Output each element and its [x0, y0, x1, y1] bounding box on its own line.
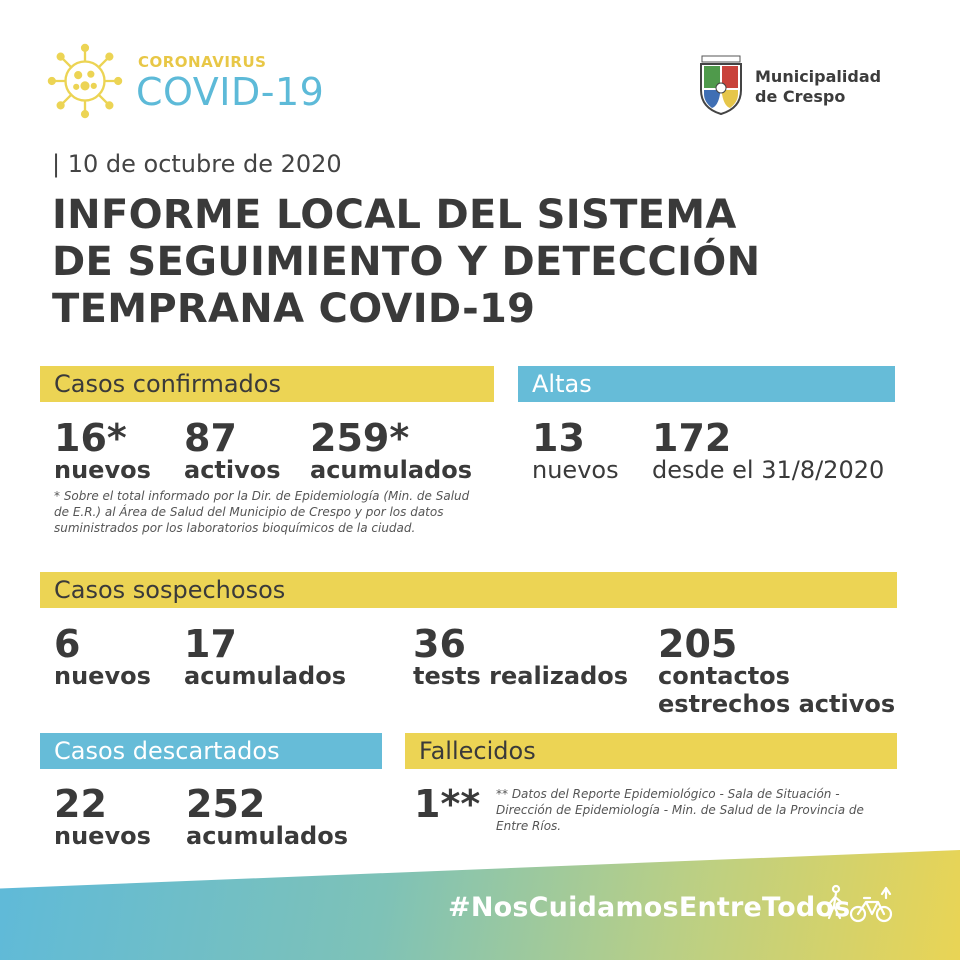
report-title-line: TEMPRANA COVID-19 [52, 286, 536, 332]
fallecidos-value: 1** [414, 782, 481, 826]
sospechosos-tests-value: 36 [413, 622, 466, 666]
hashtag-text: #NosCuidamosEntreTodos [448, 892, 851, 923]
report-date: | 10 de octubre de 2020 [52, 150, 342, 178]
sospechosos-contactos-label2: estrechos activos [658, 690, 896, 718]
descartados-nuevos-value: 22 [54, 782, 107, 826]
confirmados-acumulados-label: acumulados [310, 456, 472, 484]
sospechosos-acumulados-value: 17 [184, 622, 237, 666]
report-title [52, 192, 912, 333]
walk-bike-icon [826, 884, 898, 924]
org-name-line1: Municipalidad [755, 67, 882, 86]
brand-title: COVID-19 [136, 70, 325, 114]
confirmados-footnote: * Sobre el total informado por la Dir. de Epidemiología (Min. de Salud de E.R.) al Área de Salud del Municipio de Crespo y por los datos suministrados por los laboratorios bioquímicos de la ciudad. [54, 489, 470, 535]
confirmados-activos-label: activos [184, 456, 281, 484]
confirmados-nuevos-label: nuevos [54, 456, 151, 484]
altas-heading: Altas [518, 366, 895, 402]
altas-nuevos-label: nuevos [532, 456, 619, 484]
altas-nuevos-value: 13 [532, 416, 585, 460]
org-name-line2: de Crespo [755, 87, 846, 106]
report-title-line: INFORME LOCAL DEL SISTEMA [52, 192, 737, 238]
fallecidos-footnote: ** Datos del Reporte Epidemiológico - Sala de Situación - Dirección de Epidemiología - Min. de Salud de la Provincia de Entre Ríos. [496, 787, 864, 833]
confirmados-acumulados-value: 259* [310, 416, 410, 460]
municipal-seal-icon [696, 54, 746, 116]
descartados-acumulados-value: 252 [186, 782, 266, 826]
sospechosos-contactos-label: contactos [658, 662, 790, 690]
descartados-acumulados-label: acumulados [186, 822, 348, 850]
sospechosos-acumulados-label: acumulados [184, 662, 346, 690]
confirmados-nuevos-value: 16* [54, 416, 127, 460]
virus-icon [46, 42, 124, 120]
sospechosos-tests-label: tests realizados [413, 662, 629, 690]
confirmados-activos-value: 87 [184, 416, 237, 460]
report-title-line: DE SEGUIMIENTO Y DETECCIÓN [52, 239, 761, 285]
altas-total-label: desde el 31/8/2020 [652, 456, 885, 484]
sospechosos-heading: Casos sospechosos [40, 572, 897, 608]
sospechosos-nuevos-label: nuevos [54, 662, 151, 690]
altas-total-value: 172 [652, 416, 732, 460]
fallecidos-heading: Fallecidos [405, 733, 897, 769]
descartados-heading: Casos descartados [40, 733, 382, 769]
overline-label: CORONAVIRUS [138, 53, 267, 71]
sospechosos-nuevos-value: 6 [54, 622, 81, 666]
sospechosos-contactos-value: 205 [658, 622, 738, 666]
descartados-nuevos-label: nuevos [54, 822, 151, 850]
confirmados-heading: Casos confirmados [40, 366, 494, 402]
